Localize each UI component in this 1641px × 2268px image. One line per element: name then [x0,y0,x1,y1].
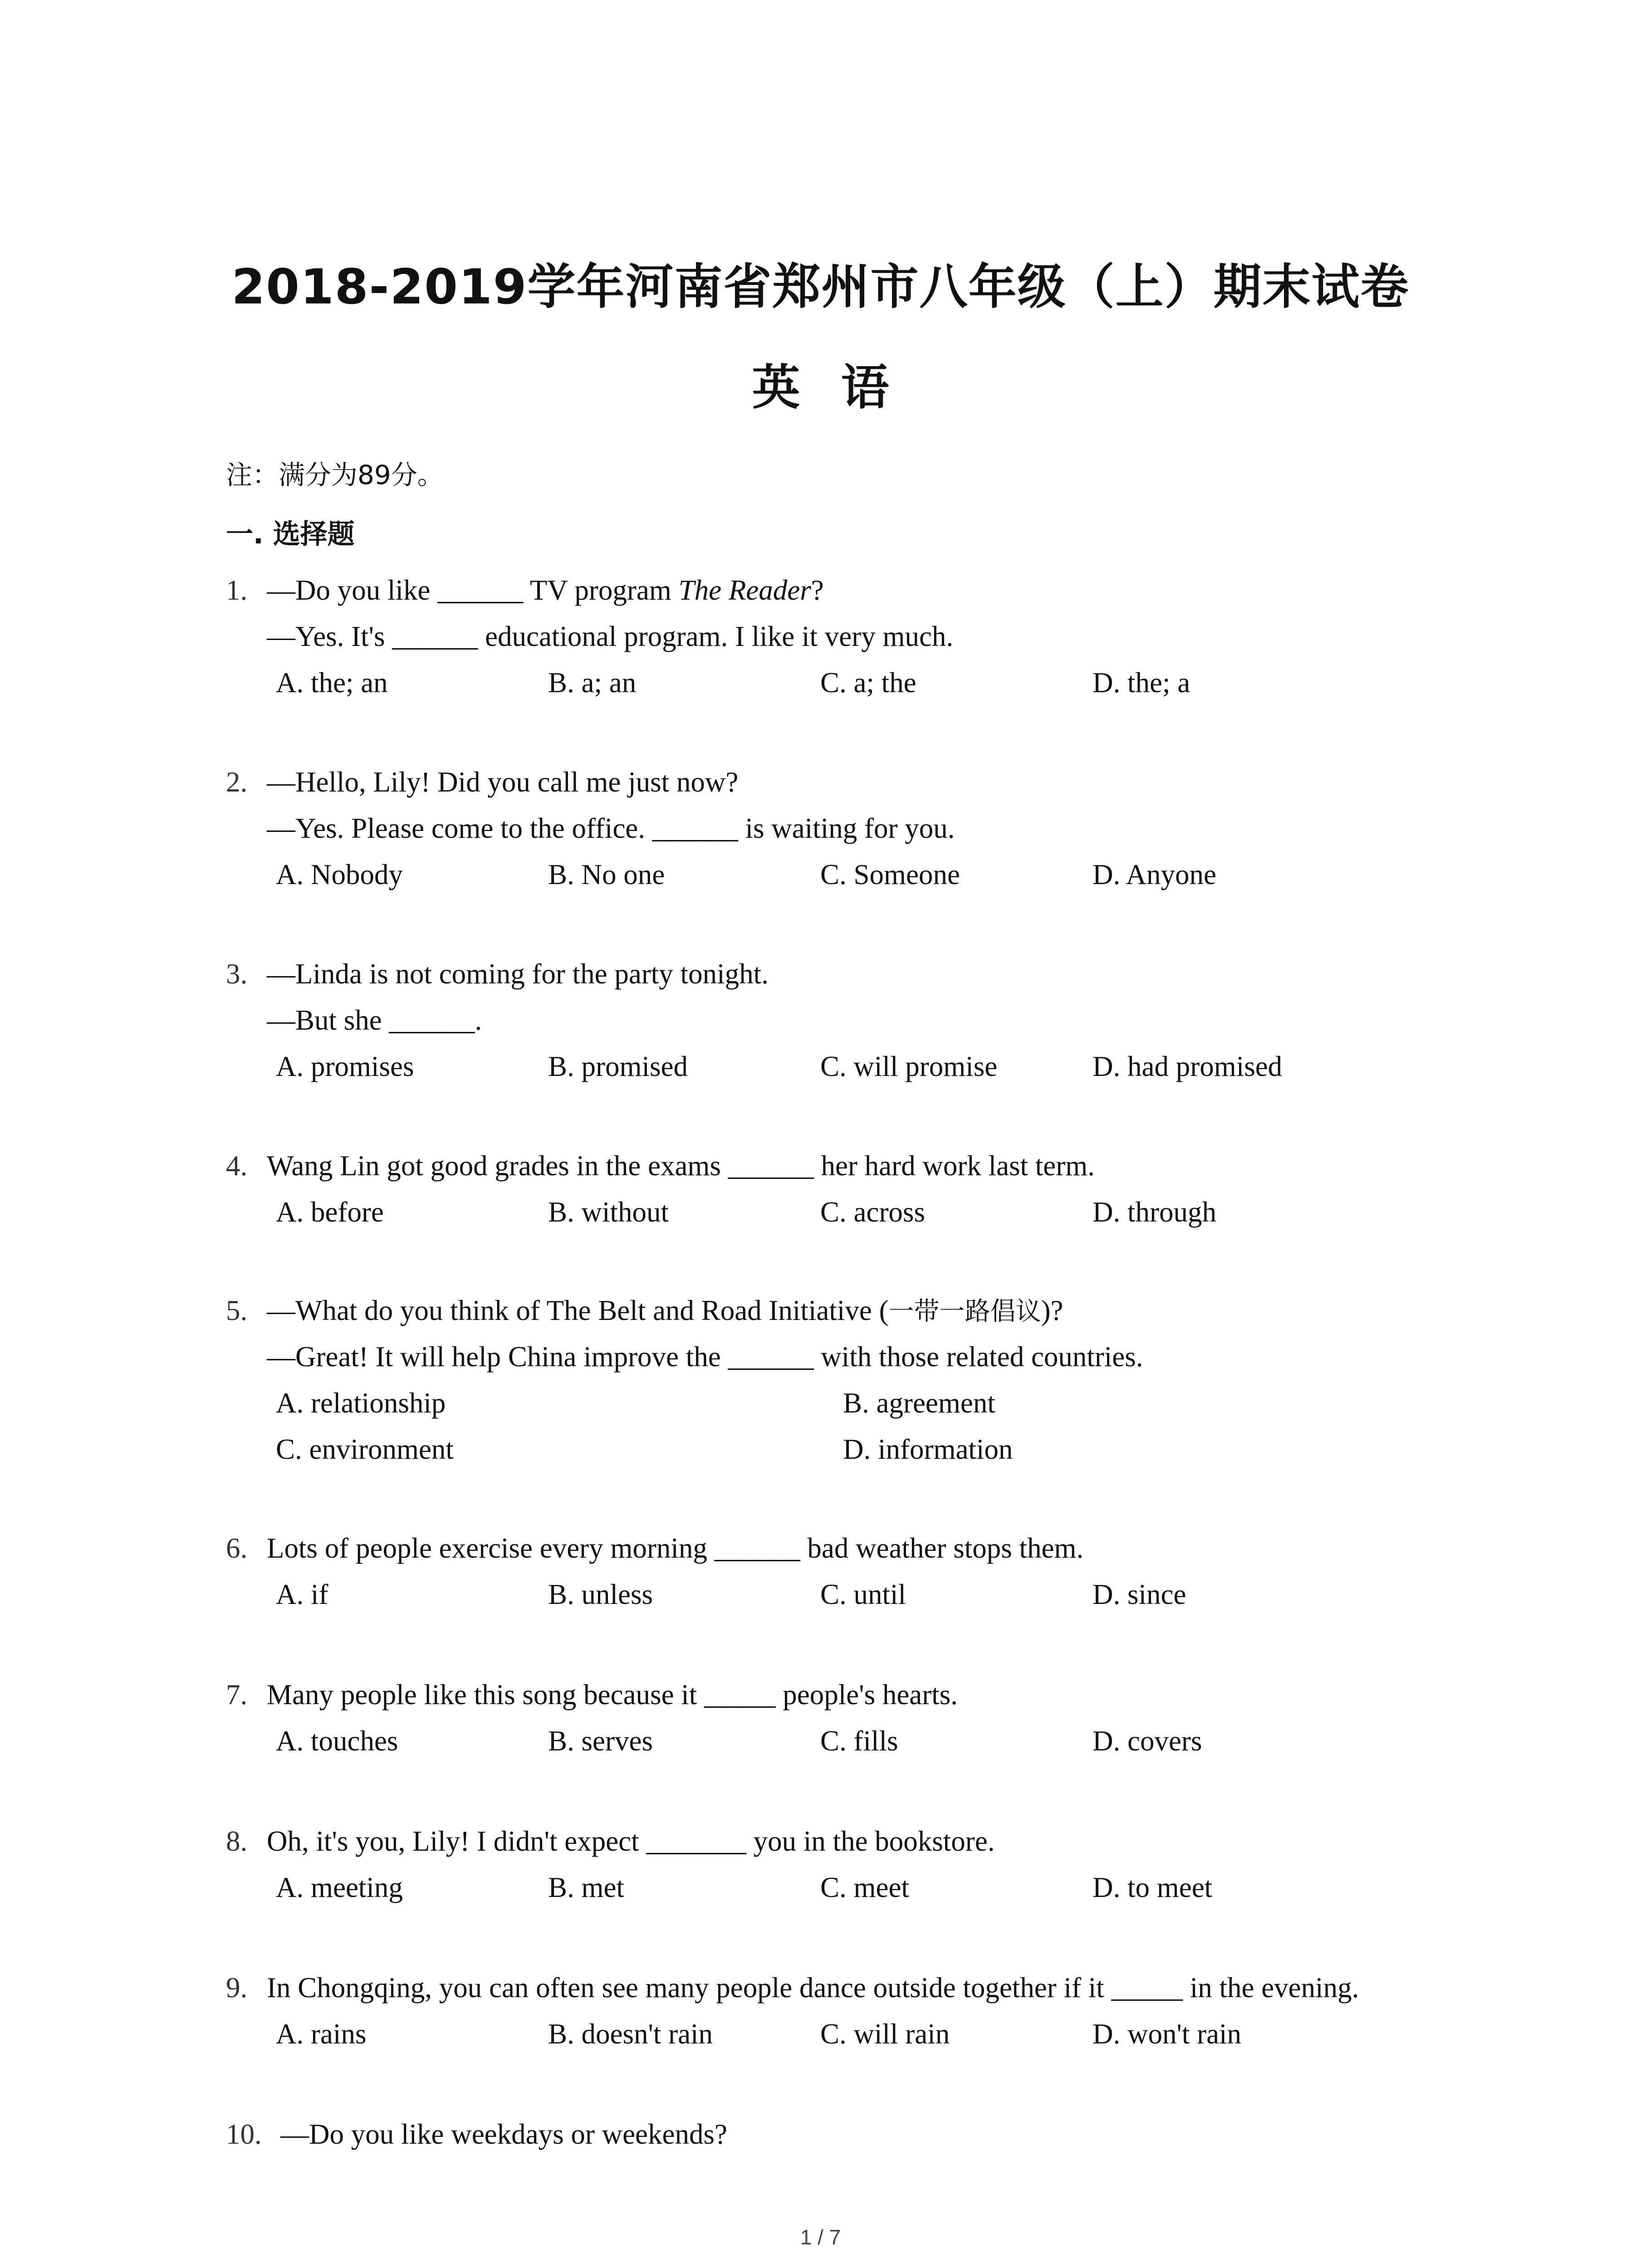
question-number: 8. [226,1825,248,1857]
exam-title: 2018-2019学年河南省郑州市八年级（上）期末试卷 [231,259,1410,315]
section-heading: 一. 选择题 [226,518,355,550]
question-number: 9. [226,1972,248,2004]
option-b[interactable]: B. agreement [843,1387,995,1419]
question-text: —Yes. Please come to the office. ______ is waiting for you. [267,812,955,844]
question-8 [226,1818,1496,1911]
option-d[interactable]: D. information [843,1433,1013,1465]
option-d[interactable]: D. through [1092,1196,1216,1228]
option-b[interactable]: B. a; an [548,667,637,699]
question-text: Wang Lin got good grades in the exams ______ her hard work last term. [267,1150,1095,1182]
option-a[interactable]: A. rains [276,2018,367,2050]
option-a[interactable]: A. the; an [276,667,388,699]
option-b[interactable]: B. No one [548,859,665,890]
option-d[interactable]: D. since [1092,1579,1186,1610]
question-6 [226,1525,1496,1618]
question-3 [226,951,1496,1090]
question-number: 10. [226,2118,262,2150]
option-b[interactable]: B. met [548,1872,624,1903]
question-7 [226,1672,1496,1764]
subject-title: 英语 [752,360,930,415]
option-b[interactable]: B. serves [548,1725,653,1757]
question-text: —Hello, Lily! Did you call me just now? [267,766,739,798]
question-10 [226,2111,1496,2157]
question-text: Oh, it's you, Lily! I didn't expect _______ you in the bookstore. [267,1825,995,1857]
question-text: —Great! It will help China improve the ______ with those related countries. [267,1341,1143,1373]
question-text: Lots of people exercise every morning ______ bad weather stops them. [267,1532,1084,1564]
question-4 [226,1143,1496,1235]
option-a[interactable]: A. touches [276,1725,398,1757]
option-c[interactable]: C. a; the [820,667,916,699]
question-text: —Do you like ______ TV program The Reader? [267,574,824,606]
option-b[interactable]: B. without [548,1196,669,1228]
page-number: 1 / 7 [800,2225,841,2249]
question-5 [226,1287,1496,1472]
option-d[interactable]: D. to meet [1092,1872,1213,1903]
chinese-gloss: 一带一路倡议 [888,1297,1041,1326]
option-d[interactable]: D. covers [1092,1725,1202,1757]
option-c[interactable]: C. will rain [820,2018,950,2050]
option-b[interactable]: B. promised [548,1051,688,1082]
option-a[interactable]: A. Nobody [276,859,403,890]
question-text: —Linda is not coming for the party tonight. [267,958,769,990]
option-b[interactable]: B. unless [548,1579,653,1610]
option-c[interactable]: C. meet [820,1872,909,1903]
option-c[interactable]: C. fills [820,1725,898,1757]
score-note: 注：满分为89分。 [226,459,444,490]
question-text: —But she ______. [267,1004,482,1036]
option-c[interactable]: C. across [820,1196,925,1228]
option-a[interactable]: A. before [276,1196,384,1228]
option-a[interactable]: A. meeting [276,1872,403,1903]
option-c[interactable]: C. will promise [820,1051,998,1082]
program-title: The Reader [678,574,811,606]
option-a[interactable]: A. if [276,1579,328,1610]
option-a[interactable]: A. relationship [276,1387,446,1419]
question-9 [226,1965,1496,2057]
option-d[interactable]: D. Anyone [1092,859,1216,890]
question-number: 3. [226,958,248,990]
option-c[interactable]: C. until [820,1579,906,1610]
question-number: 4. [226,1150,248,1182]
option-b[interactable]: B. doesn't rain [548,2018,713,2050]
question-1 [226,567,1496,706]
question-text: —Yes. It's ______ educational program. I like it very much. [267,621,954,652]
question-number: 6. [226,1532,248,1564]
option-c[interactable]: C. Someone [820,859,960,890]
question-number: 2. [226,766,248,798]
question-number: 7. [226,1679,248,1711]
question-text: —What do you think of The Belt and Road Initiative (一带一路倡议)? [267,1295,1063,1326]
option-d[interactable]: D. the; a [1092,667,1190,699]
option-c[interactable]: C. environment [276,1433,454,1465]
question-number: 1. [226,574,248,606]
question-2 [226,759,1496,898]
option-a[interactable]: A. promises [276,1051,414,1082]
option-d[interactable]: D. had promised [1092,1051,1283,1082]
question-text: —Do you like weekdays or weekends? [280,2118,727,2150]
option-d[interactable]: D. won't rain [1092,2018,1242,2050]
question-text: Many people like this song because it _____ people's hearts. [267,1679,958,1711]
question-number: 5. [226,1295,248,1326]
question-text: In Chongqing, you can often see many people dance outside together if it _____ in the evening. [267,1972,1359,2004]
